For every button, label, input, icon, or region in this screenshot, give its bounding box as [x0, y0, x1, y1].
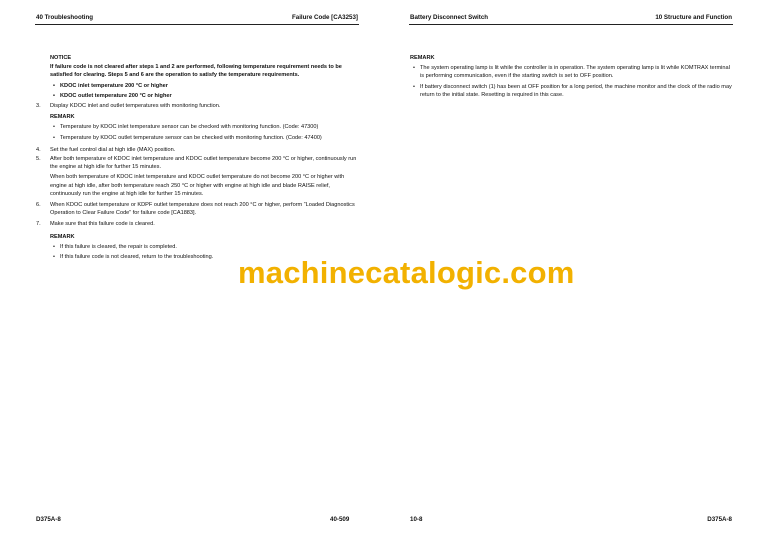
- notice-title: NOTICE: [50, 55, 72, 61]
- right-body: [410, 54, 732, 99]
- notice-bullet: • KDOC inlet temperature 200 °C or higher: [53, 82, 168, 89]
- remark-bullet: • Temperature by KDOC inlet temperature sensor can be checked with monitoring function. (Code: 47300): [53, 124, 319, 131]
- step-3: 3. Display KDOC inlet and outlet temperatures with monitoring function.: [36, 103, 221, 110]
- remark-block-1: [36, 113, 358, 142]
- remark-title: REMARK: [50, 233, 75, 240]
- notice-text: If failure code is not cleared after steps 1 and 2 are performed, following temperature requirement needs to be satisfied for clearing. Steps 5 and 6 are the operation to satisfy the temperature requirements.: [50, 64, 342, 79]
- step-5-continued: When both temperature of KDOC inlet temperature and KDOC outlet temperature do not become 200 °C or higher with engine at high idle, after both temperature reach 250 °C or higher with engine at high idle and blade RAISE relief, continuously run the engine at high idle for further 15 minutes.: [50, 174, 345, 197]
- remark-title: REMARK: [50, 114, 75, 121]
- right-header-title: Battery Disconnect Switch: [410, 14, 489, 21]
- remark-bullet: • The system operating lamp is lit while the controller is in operation. The system operating lamp is lit while KOMTRAX terminal is performing communication, even if the starting switch is set to OFF position.: [413, 65, 730, 80]
- remark-bullet: • If this failure code is not cleared, return to the troubleshooting.: [53, 254, 214, 261]
- remark-bullet: • If this failure is cleared, the repair is completed.: [53, 243, 177, 250]
- right-header-rule: [409, 24, 733, 25]
- watermark-text: machinecatalogic.com: [238, 255, 575, 290]
- left-header-title: Failure Code [CA3253]: [291, 14, 358, 21]
- step-7: 7. Make sure that this failure code is cleared.: [36, 221, 155, 228]
- right-header-section: 10 Structure and Function: [655, 14, 732, 21]
- left-footer-model: D375A-8: [36, 516, 61, 523]
- step-6: 6. When KDOC outlet temperature or KDPF outlet temperature does not reach 200 °C or higher, perform “Loaded Diagnostics Operation to Clear Failure Code” for failure code [CA1883].: [36, 202, 355, 217]
- left-body: [36, 54, 358, 261]
- left-footer-page: 40-509: [330, 516, 350, 523]
- left-header-section: 40 Troubleshooting: [36, 14, 94, 21]
- step-4: 4. Set the fuel control dial at high idle (MAX) position.: [36, 146, 176, 153]
- notice-block: [36, 54, 358, 100]
- right-footer-model: D375A-8: [707, 516, 732, 523]
- remark-bullet: • Temperature by KDOC outlet temperature sensor can be checked with monitoring function. (Code: 47400): [53, 134, 322, 141]
- remark-title: REMARK: [410, 55, 435, 61]
- right-footer-page: 10-8: [410, 516, 423, 523]
- step-5: 5. After both temperature of KDOC inlet temperature and KDOC outlet temperature become 200 °C or higher, continuously run the engine at high idle for further 15 minutes.: [36, 156, 357, 171]
- left-header-rule: [35, 24, 359, 25]
- remark-bullet: • If battery disconnect switch (1) has been at OFF position for a long period, the machine monitor and the clock of the radio may return to the initial state. Resetting is required in this case.: [413, 83, 732, 98]
- notice-bullet: • KDOC outlet temperature 200 °C or higher: [53, 92, 172, 99]
